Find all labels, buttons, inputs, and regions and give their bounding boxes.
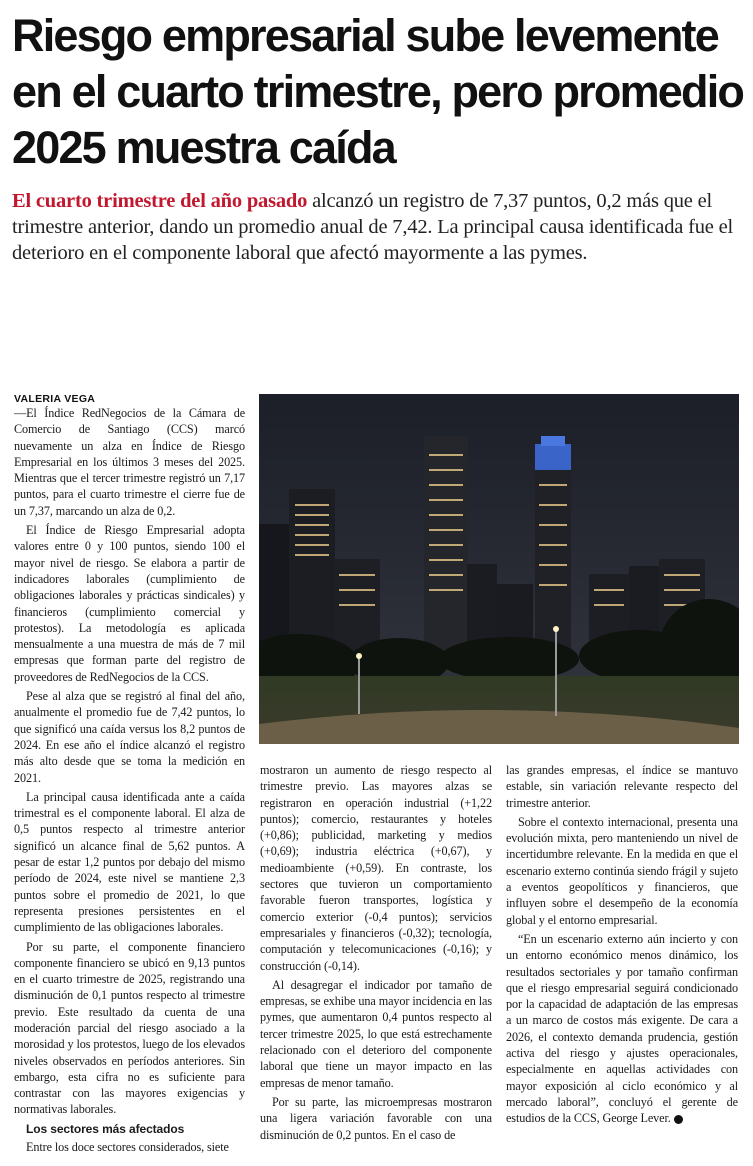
byline: VALERIA VEGA (14, 393, 96, 405)
headline: Riesgo empresarial sube levemente en el cuarto trimestre, pero promedio 2025 muestra caída (12, 10, 744, 173)
paragraph: Sobre el contexto internacional, presenta una evolución mixta, pero manteniendo un nivel de incertidumbre relevante. En la medida en que el escenario externo continúa siendo frágil y sujeto a eventos geopolíticos y financieros, que influyen sobre el desempeño de la economía global y el entorno empresarial. (506, 814, 738, 927)
paragraph: Al desagregar el indicador por tamaño de empresas, se exhibe una mayor incidencia en las pymes, que aumentaron 0,4 puntos respecto al tercer trimestre 2025, lo que está estrechamente relacionado con el deterioro del componente laboral que tiene un mayor impacto en las empresas de menor tamaño. (260, 977, 492, 1090)
column-3 (506, 762, 738, 1130)
section-subhead: Los sectores más afectados (26, 1121, 185, 1136)
paragraph: Por su parte, las microempresas mostraron una ligera variación favorable con una disminución de 0,2 puntos. En el caso de (260, 1094, 492, 1142)
paragraph: Por su parte, el componente financiero componente financiero se ubicó en 9,13 puntos en el cuarto trimestre de 2025, registrando una disminución de 0,1 puntos respecto al trimestre previo. Este resultado da cuenta de una moderación parcial del riesgo asociado a la morosidad y los protestos, luego de los elevados niveles observados en períodos anteriores. Sin embargo, esta cifra no es suficiente para contrastar con las mayores exigencias y normativas laborales. (14, 939, 245, 1117)
column-2 (260, 762, 492, 1146)
lede-body: alcanzó un registro de 7,37 puntos, 0,2 más que el trimestre anterior, dando un promedio anual de 7,42. La principal causa identificada fue el deterioro en el componente laboral que afectó mayormente a las pymes. (12, 190, 733, 264)
paragraph (506, 931, 738, 1127)
quote-text: “En un escenario externo aún incierto y con un entorno económico menos dinámico, los resultados sectoriales y por tamaño confirman que el riesgo empresarial seguirá condicionado por la capacidad de adaptación de las empresas a un marco de costos más exigente. De cara a 2026, el contexto demanda prudencia, gestión activa del riesgo y ajustes operacionales, especialmente en aquellas actividades con mayor exposición al ciclo económico y al mercado laboral”, concluyó el gerente de estudios de la CCS, George Lever. (506, 931, 738, 1126)
paragraph: —El Índice RedNegocios de la Cámara de Comercio de Santiago (CCS) marcó nuevamente un alza en Índice de Riesgo Empresarial en los últimos 3 meses del 2025. Mientras que el tercer trimestre registró un 7,17 puntos, para el cuarto trimestre el cierre fue de un 7,37, marcando un alza de 0,2. (14, 406, 245, 518)
paragraph: las grandes empresas, el índice se mantuvo estable, sin variación relevante respecto del trimestre anterior. (506, 763, 738, 810)
end-mark-icon (674, 1115, 683, 1124)
paragraph: La principal causa identificada ante a caída trimestral es el componente laboral. El alza de 0,5 puntos respecto al trimestre anterior significó un alcance final de 5,62 puntos. A pesar de estar 1,2 puntos por debajo del mismo período de 2024, este nivel se mantiene 2,3 puntos sobre el promedio de 2021, lo que representa presiones persistentes en el cumplimiento de las obligaciones laborales. (14, 789, 245, 935)
paragraph: Pese al alza que se registró al final del año, anualmente el promedio fue de 7,42 puntos, lo que significó una caída versus los 8,2 puntos de 2024. En ese año el índice alcanzó el registro más alto desde que se toma la medición en 2021. (14, 689, 245, 785)
paragraph: Entre los doce sectores considerados, siete (26, 1140, 229, 1155)
column-1 (14, 405, 245, 1158)
paragraph: El Índice de Riesgo Empresarial adopta valores entre 0 y 100 puntos, siendo 100 el mayor nivel de riesgo. Se elabora a partir de indicadores laborales (cumplimiento de obligaciones laborales y prácticas sindicales) y financieros (cumplimiento comercial y protestos). La metodología es aplicada mensualmente a una muestra de más de 7 mil empresas que forman parte del registro de proveedores de RedNegocios de la CCS. (14, 523, 245, 684)
lede-highlight: El cuarto trimestre del año pasado (12, 190, 308, 212)
city-skyline-photo (259, 394, 739, 744)
paragraph: mostraron un aumento de riesgo respecto al trimestre previo. Las mayores alzas se registraron en operación industrial (+1,22 puntos); comercio, restaurantes y hoteles (+0,86); publicidad, marketing y medios (+0,69); industria eléctrica (+0,67), y medioambiente (+0,59). En contraste, los sectores que tuvieron un comportamiento favorable fueron transportes, logística y comercio exterior (-0,4 puntos); servicios empresariales y financieros (-0,32); tecnología, computación y telecomunicaciones (-0,16); y construcción (-0,14). (260, 763, 492, 973)
lede (12, 188, 744, 266)
